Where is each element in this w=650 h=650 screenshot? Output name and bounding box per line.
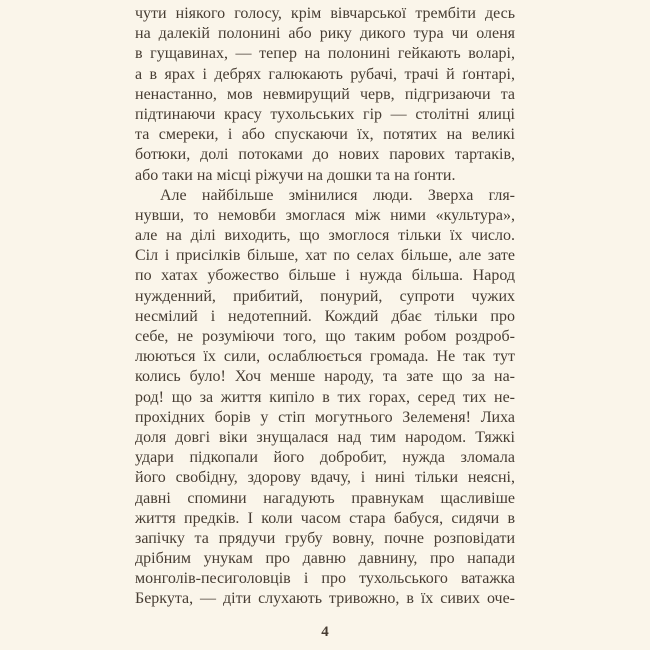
text-line: люються їх сили, ослаблюється громада. Не так тут xyxy=(135,348,515,366)
text-line: удари підкопали його добробит, нужда зломала xyxy=(135,449,515,467)
text-line: несмілий і недотепний. Кождий дбає тільки про xyxy=(135,307,515,325)
text-line: та смереки, і або спускаючи їх, потятих на великі xyxy=(135,126,515,144)
text-line: його свобідну, здорову вдачу, і нині тільки неясні, xyxy=(135,469,515,487)
text-line: а в ярах і дебрях галюкають рубачі, трачі й ґонтарі, xyxy=(135,65,515,83)
text-line: або таки на місці ріжучи на дошки та на ґонти. xyxy=(135,166,456,184)
text-line: в гущавинах, — тепер на полонині гейкають воларі, xyxy=(135,45,515,63)
text-line: прохідних борів у стіп могутнього Зелеменя! Лиха xyxy=(135,408,515,426)
page-number: 4 xyxy=(321,624,329,640)
text-line: монголів-песиголовців і про тухольського ватажка xyxy=(135,570,515,588)
text-line: дрібним унукам про давню давнину, про напади xyxy=(135,550,515,568)
text-line: життя предків. І коли часом стара бабуся, сидячи в xyxy=(135,509,515,527)
text-line: підтинаючи красу тухольських гір — столітні ялиці xyxy=(135,105,515,123)
text-line: ботюки, долі потоками до нових парових тартаків, xyxy=(135,146,515,164)
page-text-block xyxy=(135,4,515,610)
text-line: запічку та прядучи грубу вовну, почне розповідати xyxy=(135,529,515,547)
text-line: нувши, то немовби змоглася між ними «культура», xyxy=(135,206,515,224)
text-line: колись було! Хоч менше народу, та зате що за на- xyxy=(135,368,515,386)
text-line: себе, не розуміючи того, що таким робом роздроб- xyxy=(135,328,515,345)
text-line: на далекій полонині або рику дикого тура чи оленя xyxy=(135,25,515,43)
text-line: род! що за життя кипіло в тих горах, серед тих не- xyxy=(135,388,515,406)
text-line: чути ніякого голосу, крім вівчарської трембіти десь xyxy=(135,5,515,22)
text-line: Але найбільше змінилися люди. Зверха гля- xyxy=(160,186,515,204)
text-line: Сіл і присілків більше, хат по селах більше, але зате xyxy=(135,247,515,265)
text-line: ненастанно, мов невмирущий черв, підгризаючи та xyxy=(135,85,515,103)
text-line: давні спомини нагадують правнукам щасливіше xyxy=(135,489,515,507)
text-line: Беркута, — діти слухають тривожно, в їх сивих оче- xyxy=(135,590,515,608)
text-line: нужденний, прибитий, понурий, супроти чужих xyxy=(135,287,515,305)
text-line: доля довгі віки знущалася над тим народом. Тяжкі xyxy=(135,428,515,446)
text-line: по хатах убожество більше і нужда більша. Народ xyxy=(135,267,515,285)
text-line: але на ділі виходить, що змоглося тільки їх число. xyxy=(135,227,515,245)
